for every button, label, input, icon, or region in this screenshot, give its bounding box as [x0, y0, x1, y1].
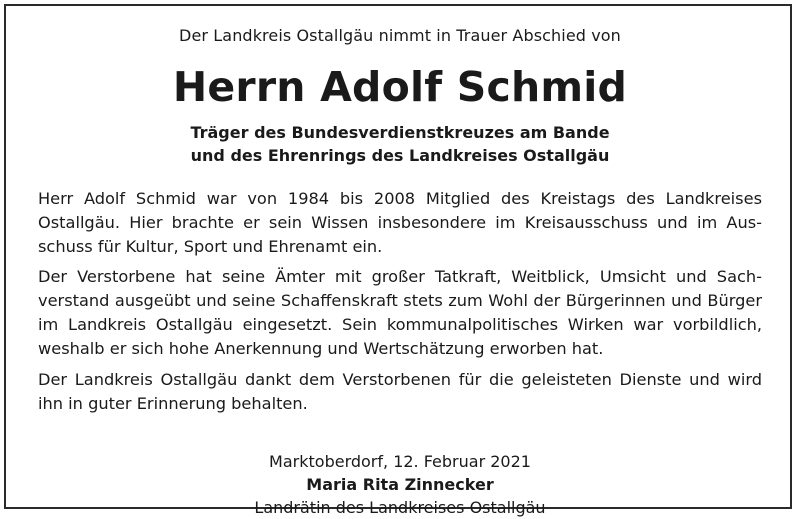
paragraph-thanks: Der Landkreis Ostallgäu dankt dem Verstorbenen für die geleisteten Dienste und wird ihn in guter Erinnerung behalten.	[38, 370, 762, 413]
signer-name: Maria Rita Zinnecker	[306, 475, 494, 494]
intro-text: Der Landkreis Ostallgäu nimmt in Trauer Abschied von	[179, 26, 621, 45]
obituary-notice	[38, 26, 762, 519]
signer-role: Landrätin des Landkreises Ostallgäu	[254, 498, 546, 517]
honors	[38, 121, 762, 167]
honor-line-2: und des Ehrenrings des Landkreises Ostallgäu	[190, 146, 610, 165]
honor-line-1: Träger des Bundesverdienstkreuzes am Bande	[190, 123, 610, 142]
place-date: Marktoberdorf, 12. Februar 2021	[269, 452, 531, 471]
signature-block	[38, 450, 762, 519]
paragraph-merits: Der Verstorbene hat seine Ämter mit großer Tatkraft, Weitblick, Umsicht und Sachverstand ausgeübt und seine Schaffenskraft stets zum Wohl der Bürgerinnen und Bürger im Landkreis Ostallgäu eingesetzt. Sein kommunalpolitisches Wirken war vorbildlich, weshalb er sich hohe Anerkennung und Wertschätzung erworben hat.	[38, 267, 762, 358]
deceased-name: Herrn Adolf Schmid	[172, 63, 628, 111]
paragraph-tenure: Herr Adolf Schmid war von 1984 bis 2008 Mitglied des Kreistags des Landkreises Ostallgäu. Hier brachte er sein Wissen insbesondere im Kreisausschuss und im Ausschuss für Kultur, Sport und Ehrenamt ein.	[38, 189, 762, 256]
